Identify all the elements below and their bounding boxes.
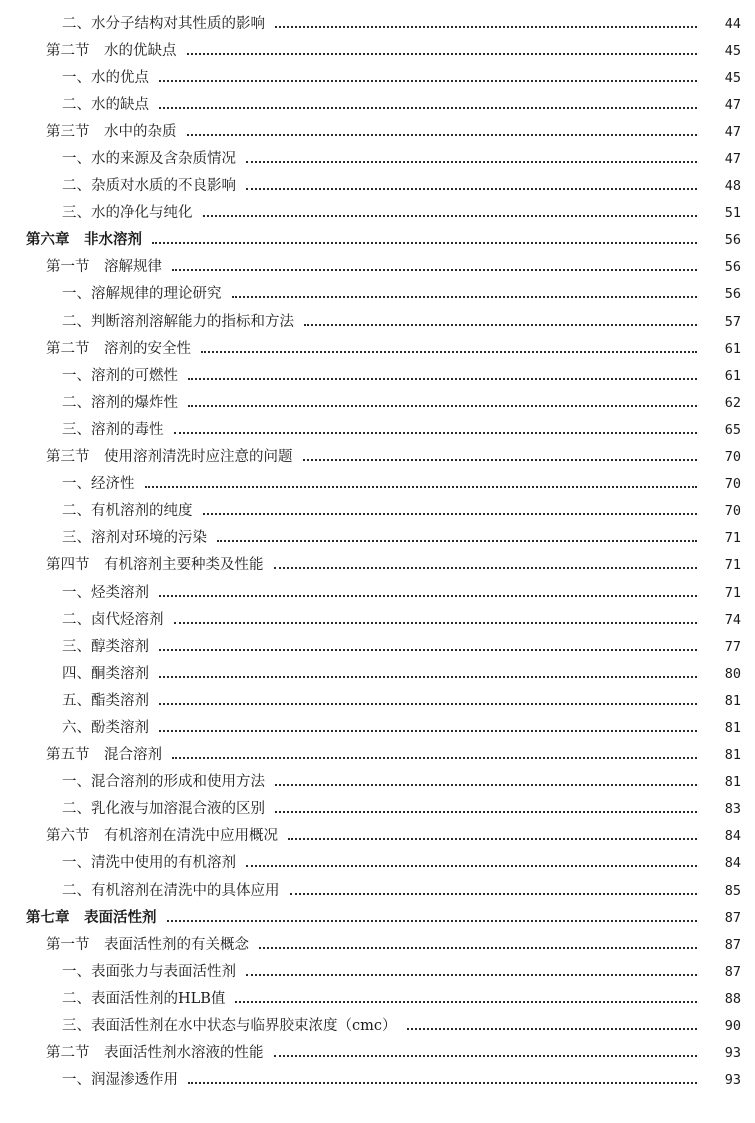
toc-entry-title: 第三节 水中的杂质 (46, 123, 177, 140)
toc-entry-title: 第六章 非水溶剂 (26, 232, 142, 249)
toc-section-entry (0, 37, 755, 64)
dot-leader (167, 920, 698, 922)
toc-entry-title: 三、溶剂对环境的污染 (62, 530, 207, 547)
dot-leader (259, 947, 697, 949)
toc-item-entry (0, 796, 755, 823)
table-of-contents (0, 10, 755, 1094)
toc-entry-title: 第三节 使用溶剂清洗时应注意的问题 (46, 449, 293, 466)
toc-entry-title: 二、表面活性剂的HLB值 (62, 990, 226, 1007)
dot-leader (187, 53, 698, 55)
toc-entry-page-number: 83 (724, 801, 741, 818)
toc-entry-title: 一、水的来源及含杂质情况 (62, 151, 236, 168)
toc-entry-title: 第二节 溶剂的安全性 (46, 340, 191, 357)
toc-entry-title: 一、表面张力与表面活性剂 (62, 963, 236, 980)
toc-item-entry (0, 1067, 755, 1094)
dot-leader (304, 324, 697, 326)
toc-section-entry (0, 823, 755, 850)
dot-leader (174, 432, 698, 434)
toc-entry-title: 二、杂质对水质的不良影响 (62, 178, 236, 195)
toc-item-entry (0, 985, 755, 1012)
dot-leader (217, 540, 697, 542)
toc-entry-title: 一、经济性 (62, 476, 135, 493)
toc-entry-title: 二、乳化液与加溶混合液的区别 (62, 801, 265, 818)
dot-leader (159, 703, 697, 705)
dot-leader (188, 1082, 697, 1084)
toc-entry-title: 一、溶解规律的理论研究 (62, 286, 222, 303)
toc-item-entry (0, 877, 755, 904)
toc-entry-title: 四、酮类溶剂 (62, 665, 149, 682)
toc-entry-page-number: 71 (724, 530, 741, 547)
toc-item-entry (0, 606, 755, 633)
toc-entry-page-number: 62 (724, 394, 741, 411)
toc-entry-page-number: 84 (724, 855, 741, 872)
toc-entry-page-number: 61 (724, 367, 741, 384)
toc-item-entry (0, 281, 755, 308)
toc-entry-page-number: 81 (724, 774, 741, 791)
toc-item-entry (0, 687, 755, 714)
dot-leader (275, 784, 697, 786)
toc-entry-page-number: 47 (724, 96, 741, 113)
toc-chapter-entry (0, 904, 755, 931)
toc-item-entry (0, 471, 755, 498)
dot-leader (407, 1028, 698, 1030)
dot-leader (174, 622, 698, 624)
toc-entry-title: 第四节 有机溶剂主要种类及性能 (46, 557, 264, 574)
toc-entry-page-number: 74 (724, 611, 741, 628)
toc-chapter-entry (0, 227, 755, 254)
dot-leader (159, 676, 697, 678)
toc-entry-page-number: 84 (724, 828, 741, 845)
dot-leader (246, 161, 697, 163)
toc-entry-title: 第六节 有机溶剂在清洗中应用概况 (46, 828, 278, 845)
dot-leader (275, 811, 697, 813)
toc-entry-title: 三、水的净化与纯化 (62, 205, 193, 222)
toc-entry-title: 一、清洗中使用的有机溶剂 (62, 855, 236, 872)
toc-entry-page-number: 80 (724, 665, 741, 682)
toc-entry-page-number: 70 (724, 476, 741, 493)
toc-entry-page-number: 70 (724, 503, 741, 520)
toc-entry-page-number: 81 (724, 747, 741, 764)
toc-entry-title: 三、溶剂的毒性 (62, 421, 164, 438)
toc-item-entry (0, 579, 755, 606)
toc-section-entry (0, 1040, 755, 1067)
toc-item-entry (0, 769, 755, 796)
toc-entry-page-number: 71 (724, 557, 741, 574)
toc-item-entry (0, 64, 755, 91)
toc-section-entry (0, 254, 755, 281)
dot-leader (159, 80, 697, 82)
toc-entry-page-number: 81 (724, 692, 741, 709)
dot-leader (172, 269, 697, 271)
toc-entry-title: 一、混合溶剂的形成和使用方法 (62, 774, 265, 791)
toc-item-entry (0, 660, 755, 687)
toc-entry-title: 第五节 混合溶剂 (46, 747, 162, 764)
toc-entry-title: 二、有机溶剂在清洗中的具体应用 (62, 882, 280, 899)
dot-leader (145, 486, 698, 488)
toc-entry-page-number: 90 (724, 1018, 741, 1035)
dot-leader (159, 595, 697, 597)
dot-leader (188, 378, 697, 380)
dot-leader (246, 865, 697, 867)
dot-leader (188, 405, 697, 407)
toc-entry-title: 第二节 水的优缺点 (46, 42, 177, 59)
toc-entry-page-number: 57 (724, 313, 741, 330)
dot-leader (172, 757, 697, 759)
toc-entry-page-number: 71 (724, 584, 741, 601)
toc-item-entry (0, 1012, 755, 1039)
dot-leader (288, 838, 697, 840)
dot-leader (187, 134, 698, 136)
dot-leader (246, 974, 697, 976)
toc-entry-title: 二、水分子结构对其性质的影响 (62, 15, 265, 32)
toc-entry-page-number: 47 (724, 123, 741, 140)
toc-entry-page-number: 51 (724, 205, 741, 222)
dot-leader (159, 649, 697, 651)
toc-entry-title: 一、润湿渗透作用 (62, 1072, 178, 1089)
toc-entry-title: 二、有机溶剂的纯度 (62, 503, 193, 520)
toc-entry-title: 一、水的优点 (62, 69, 149, 86)
toc-item-entry (0, 10, 755, 37)
toc-entry-page-number: 56 (724, 259, 741, 276)
toc-item-entry (0, 145, 755, 172)
dot-leader (274, 1055, 698, 1057)
dot-leader (159, 107, 697, 109)
toc-entry-title: 第一节 表面活性剂的有关概念 (46, 936, 249, 953)
toc-entry-page-number: 65 (724, 421, 741, 438)
toc-entry-title: 二、判断溶剂溶解能力的指标和方法 (62, 313, 294, 330)
toc-item-entry (0, 173, 755, 200)
toc-item-entry (0, 850, 755, 877)
dot-leader (201, 351, 697, 353)
toc-entry-page-number: 70 (724, 449, 741, 466)
toc-item-entry (0, 416, 755, 443)
toc-entry-page-number: 87 (724, 909, 741, 926)
toc-item-entry (0, 362, 755, 389)
dot-leader (275, 26, 697, 28)
toc-entry-page-number: 47 (724, 151, 741, 168)
toc-entry-title: 三、表面活性剂在水中状态与临界胶束浓度（cmc） (62, 1018, 397, 1035)
toc-item-entry (0, 633, 755, 660)
toc-item-entry (0, 958, 755, 985)
toc-entry-title: 二、卤代烃溶剂 (62, 611, 164, 628)
toc-item-entry (0, 525, 755, 552)
dot-leader (203, 215, 698, 217)
toc-item-entry (0, 91, 755, 118)
dot-leader (159, 730, 697, 732)
toc-item-entry (0, 389, 755, 416)
toc-section-entry (0, 931, 755, 958)
toc-entry-title: 一、烃类溶剂 (62, 584, 149, 601)
toc-entry-page-number: 45 (724, 42, 741, 59)
toc-entry-page-number: 56 (724, 286, 741, 303)
toc-entry-title: 三、醇类溶剂 (62, 638, 149, 655)
toc-item-entry (0, 308, 755, 335)
toc-section-entry (0, 444, 755, 471)
toc-entry-page-number: 56 (724, 232, 741, 249)
toc-item-entry (0, 498, 755, 525)
dot-leader (290, 893, 698, 895)
dot-leader (274, 567, 698, 569)
toc-item-entry (0, 200, 755, 227)
toc-entry-title: 六、酚类溶剂 (62, 719, 149, 736)
toc-section-entry (0, 552, 755, 579)
dot-leader (232, 296, 698, 298)
toc-entry-page-number: 87 (724, 936, 741, 953)
toc-section-entry (0, 335, 755, 362)
toc-entry-page-number: 48 (724, 178, 741, 195)
toc-entry-title: 五、酯类溶剂 (62, 692, 149, 709)
toc-entry-page-number: 81 (724, 719, 741, 736)
toc-section-entry (0, 742, 755, 769)
toc-entry-page-number: 45 (724, 69, 741, 86)
toc-entry-title: 二、溶剂的爆炸性 (62, 394, 178, 411)
toc-section-entry (0, 118, 755, 145)
dot-leader (246, 188, 697, 190)
toc-entry-title: 第二节 表面活性剂水溶液的性能 (46, 1045, 264, 1062)
toc-entry-page-number: 93 (724, 1072, 741, 1089)
toc-entry-page-number: 61 (724, 340, 741, 357)
toc-entry-page-number: 88 (724, 990, 741, 1007)
dot-leader (203, 513, 698, 515)
toc-entry-title: 一、溶剂的可燃性 (62, 367, 178, 384)
toc-entry-title: 第七章 表面活性剂 (26, 909, 157, 926)
dot-leader (303, 459, 698, 461)
toc-entry-title: 二、水的缺点 (62, 96, 149, 113)
toc-item-entry (0, 714, 755, 741)
toc-entry-page-number: 87 (724, 963, 741, 980)
dot-leader (152, 242, 697, 244)
toc-entry-page-number: 85 (724, 882, 741, 899)
dot-leader (235, 1001, 697, 1003)
toc-entry-title: 第一节 溶解规律 (46, 259, 162, 276)
toc-entry-page-number: 77 (724, 638, 741, 655)
toc-entry-page-number: 93 (724, 1045, 741, 1062)
toc-entry-page-number: 44 (724, 15, 741, 32)
